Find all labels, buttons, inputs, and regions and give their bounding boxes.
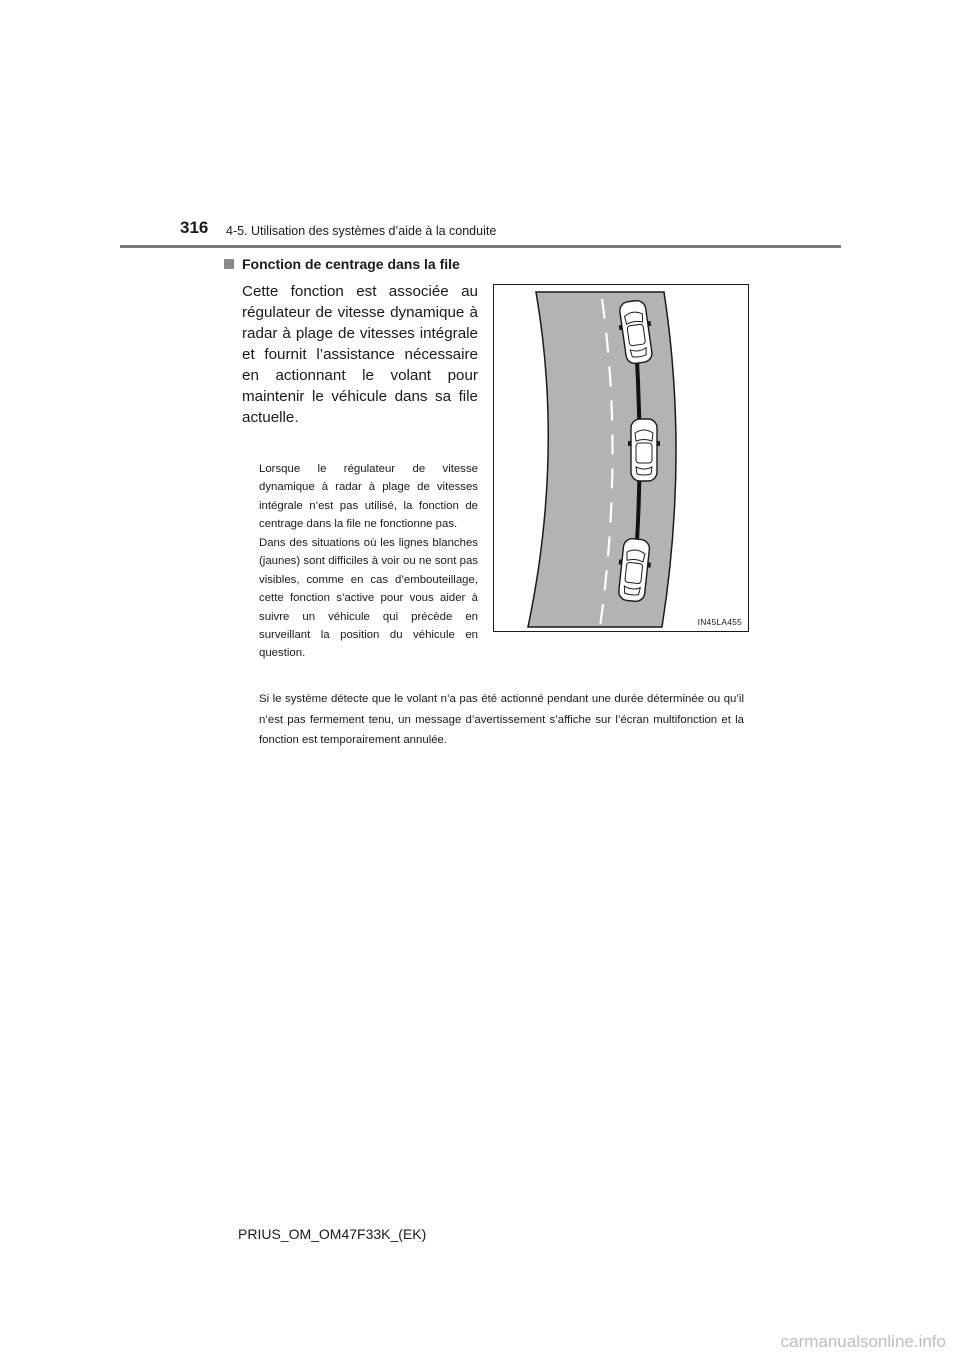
car-icon-middle [628, 419, 660, 481]
lead-paragraph: Cette fonction est associée au régulateur de vitesse dynamique à radar à plage de vitesses intégrale et fournit l’assistance nécessaire en actionnant le volant pour maintenir le véhicule dans sa file actuelle. [242, 283, 478, 426]
header-rule [120, 245, 841, 248]
lane-centering-illustration [493, 284, 749, 632]
note-paragraph-2: Dans des situations où les lignes blanches (jaunes) sont difficiles à voir ou ne sont pas visibles, comme en cas d’embouteillage, cette fonction s’active pour vous aider à suivre un véhicule qui précède en surveillant la position du véhicule en question. [259, 537, 478, 660]
road-diagram [494, 285, 749, 632]
section-heading [224, 256, 460, 272]
footer-document-id: PRIUS_OM_OM47F33K_(EK) [238, 1226, 427, 1242]
note-paragraph-3: Si le système détecte que le volant n’a pas été actionné pendant une durée déterminée ou qu’il n’est pas fermement tenu, un message d’avertissement s’affiche sur l’écran multifonction et la fonction est temporairement annulée. [259, 693, 744, 746]
note-paragraph-1: Lorsque le régulateur de vitesse dynamique à radar à plage de vitesses intégrale n’est pas utilisé, la fonction de centrage dans la file ne fonctionne pas. [259, 463, 478, 531]
page-number: 316 [180, 218, 209, 237]
section-title: 4-5. Utilisation des systèmes d’aide à la conduite [226, 224, 497, 238]
square-bullet-icon [224, 259, 234, 269]
figure-code: IN45LA455 [697, 617, 742, 627]
heading-text: Fonction de centrage dans la file [242, 256, 460, 272]
watermark: carmanualsonline.info [780, 1332, 946, 1351]
